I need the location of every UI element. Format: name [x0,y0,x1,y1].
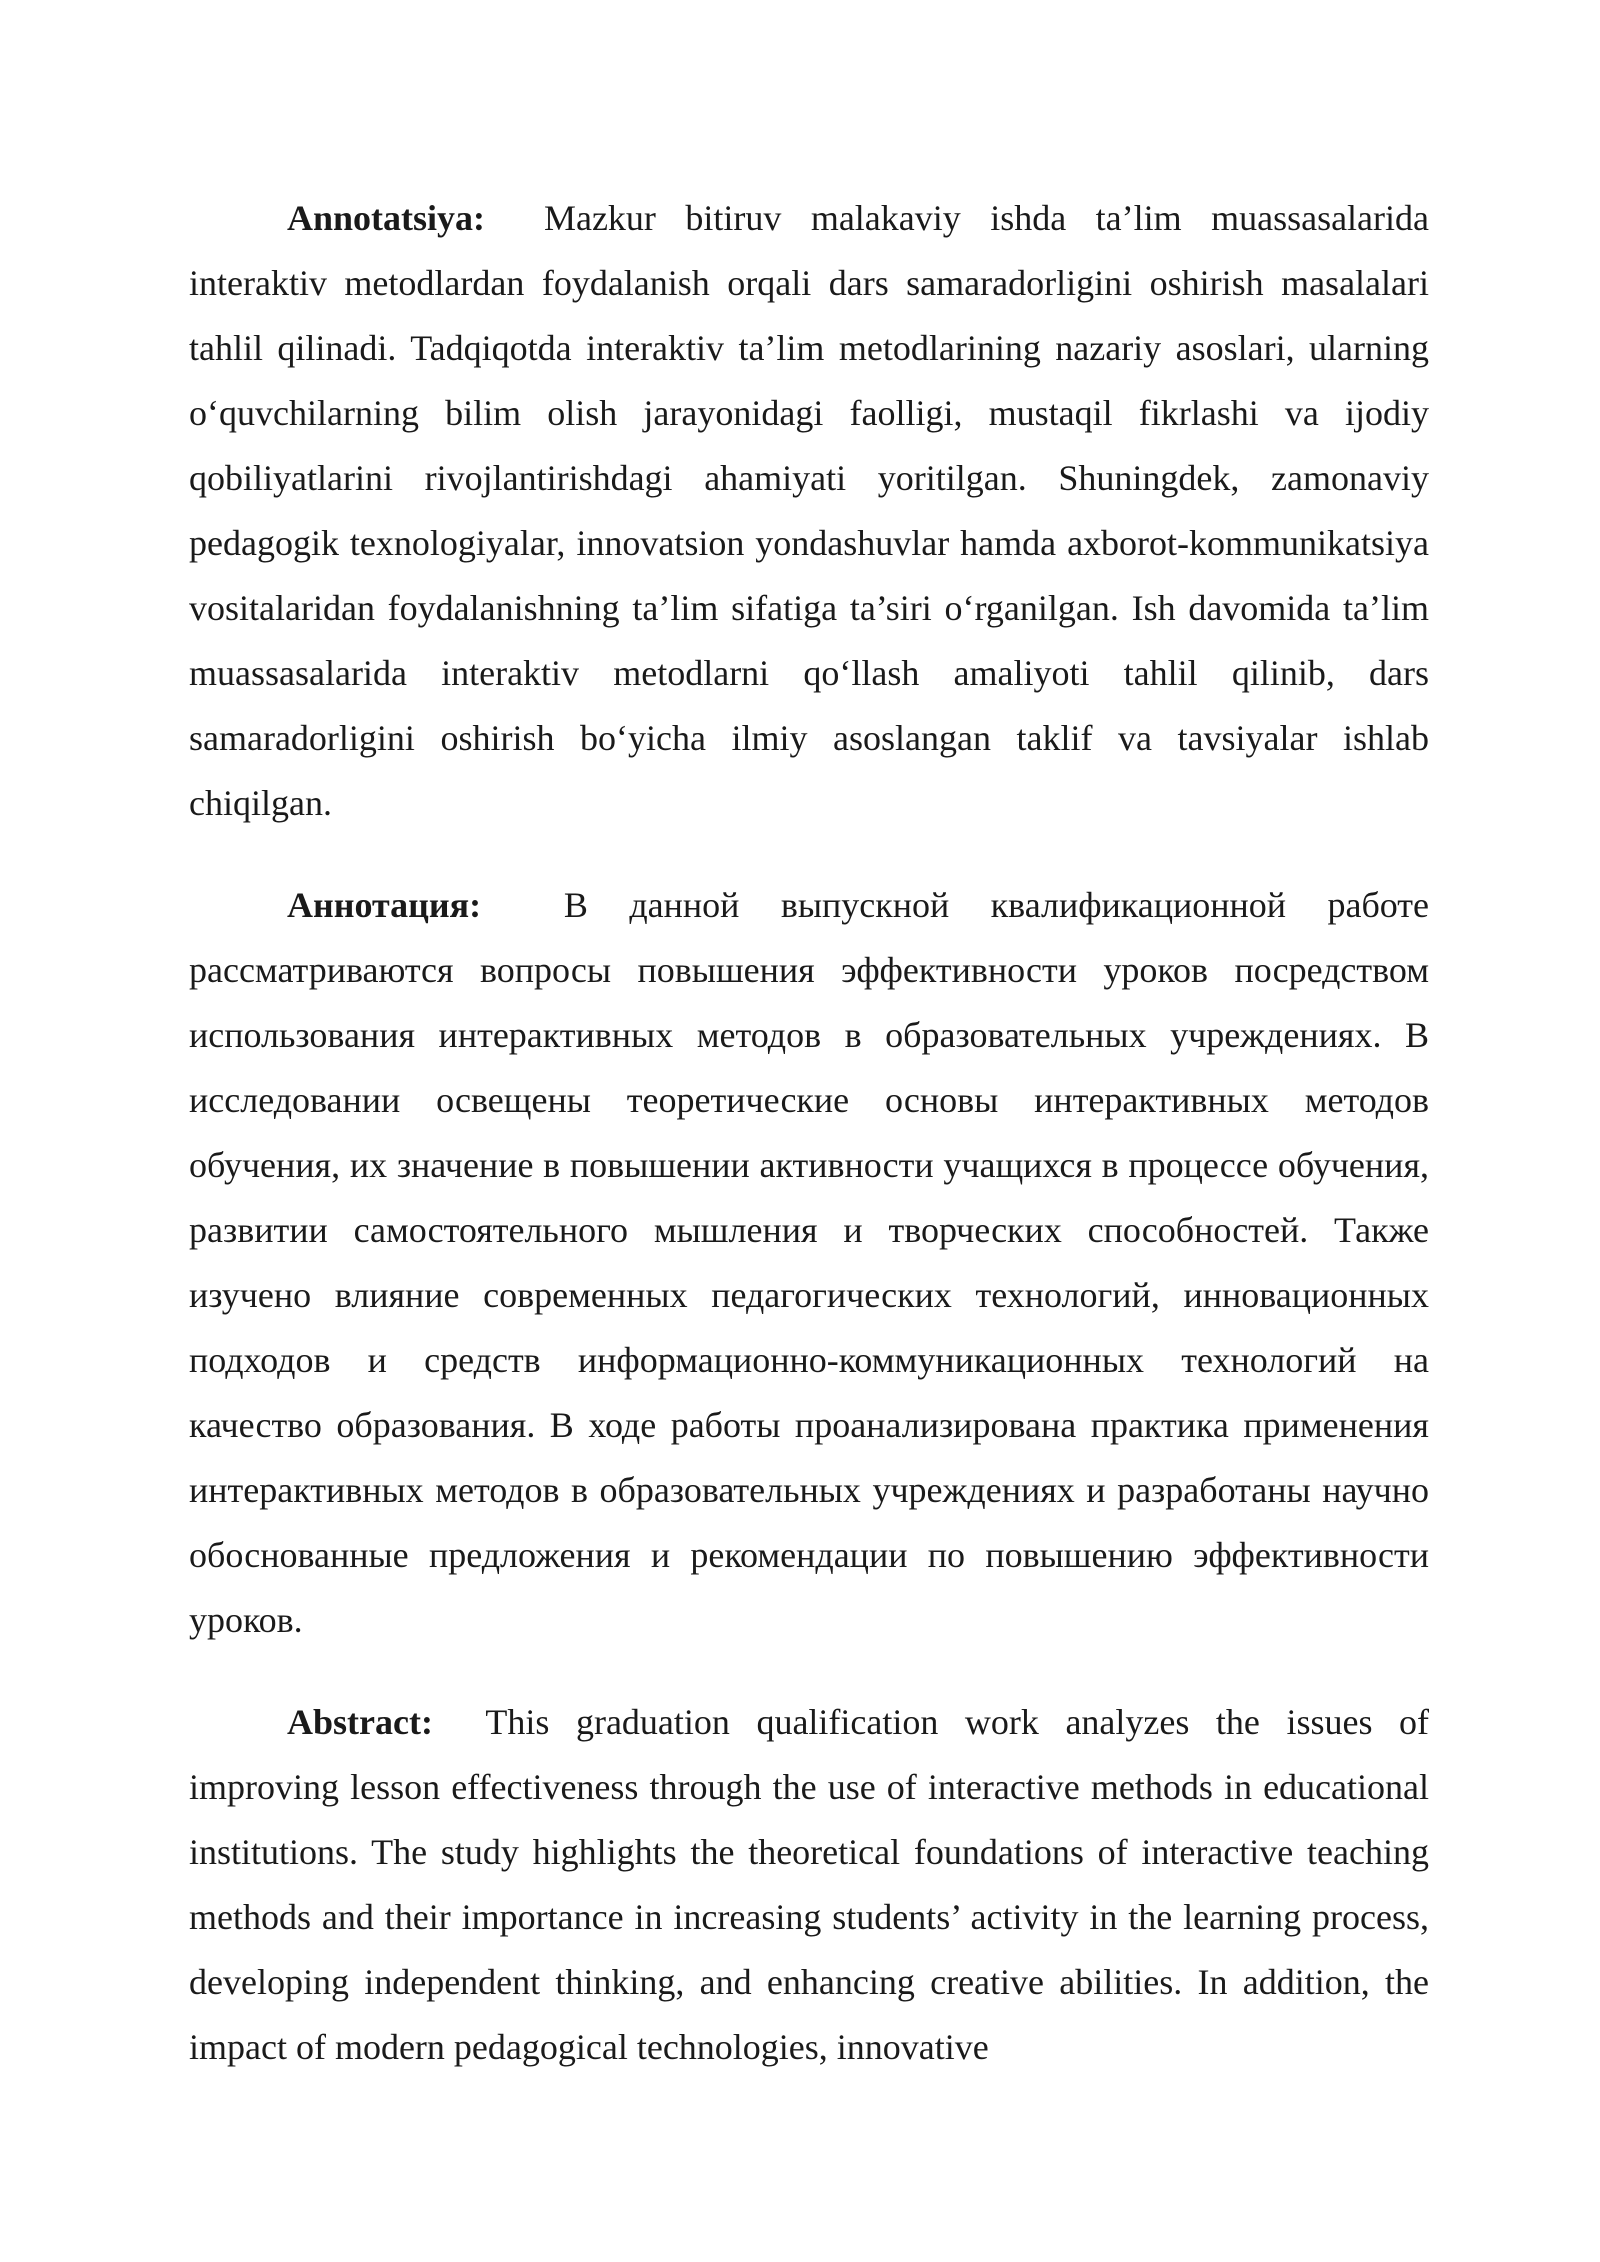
abstract-english-label: Abstract: [287,1702,433,1742]
abstract-english-text: This graduation qualification work analyzes the issues of improving lesson effectiveness through the use of interactive methods in educational institutions. The study highlights the theoretical foundations of interactive teaching methods and their importance in increasing students’ activity in the learning process, developing independent thinking, and enhancing creative abilities. In addition, the impact of modern pedagogical technologies, innovative [189,1702,1429,2067]
annotation-uzbek [189,186,1429,836]
annotation-russian-label: Аннотация: [287,885,482,925]
annotation-uzbek-label: Annotatsiya: [287,198,486,238]
annotation-russian-text: В данной выпускной квалификационной работе рассматриваются вопросы повышения эффективности уроков посредством использования интерактивных методов в образовательных учреждениях. В исследовании освещены теоретические основы интерактивных методов обучения, их значение в повышении активности учащихся в процессе обучения, развитии самостоятельного мышления и творческих способностей. Также изучено влияние современных педагогических технологий, инновационных подходов и средств информационно-коммуникационных технологий на качество образования. В ходе работы проанализирована практика применения интерактивных методов в образовательных учреждениях и разработаны научно обоснованные предложения и рекомендации по повышению эффективности уроков. [189,885,1429,1640]
annotation-uzbek-text: Mazkur bitiruv malakaviy ishda ta’lim muassasalarida interaktiv metodlardan foydalanish orqali dars samaradorligini oshirish masalalari tahlil qilinadi. Tadqiqotda interaktiv ta’lim metodlarining nazariy asoslari, ularning o‘quvchilarning bilim olish jarayonidagi faolligi, mustaqil fikrlashi va ijodiy qobiliyatlarini rivojlantirishdagi ahamiyati yoritilgan. Shuningdek, zamonaviy pedagogik texnologiyalar, innovatsion yondashuvlar hamda axborot-kommunikatsiya vositalaridan foydalanishning ta’lim sifatiga ta’siri o‘rganilgan. Ish davomida ta’lim muassasalarida interaktiv metodlarni qo‘llash amaliyoti tahlil qilinib, dars samaradorligini oshirish bo‘yicha ilmiy asoslangan taklif va tavsiyalar ishlab chiqilgan. [189,198,1430,823]
annotation-russian [189,873,1429,1653]
abstract-english [189,1690,1429,2080]
document-page [189,186,1429,2117]
